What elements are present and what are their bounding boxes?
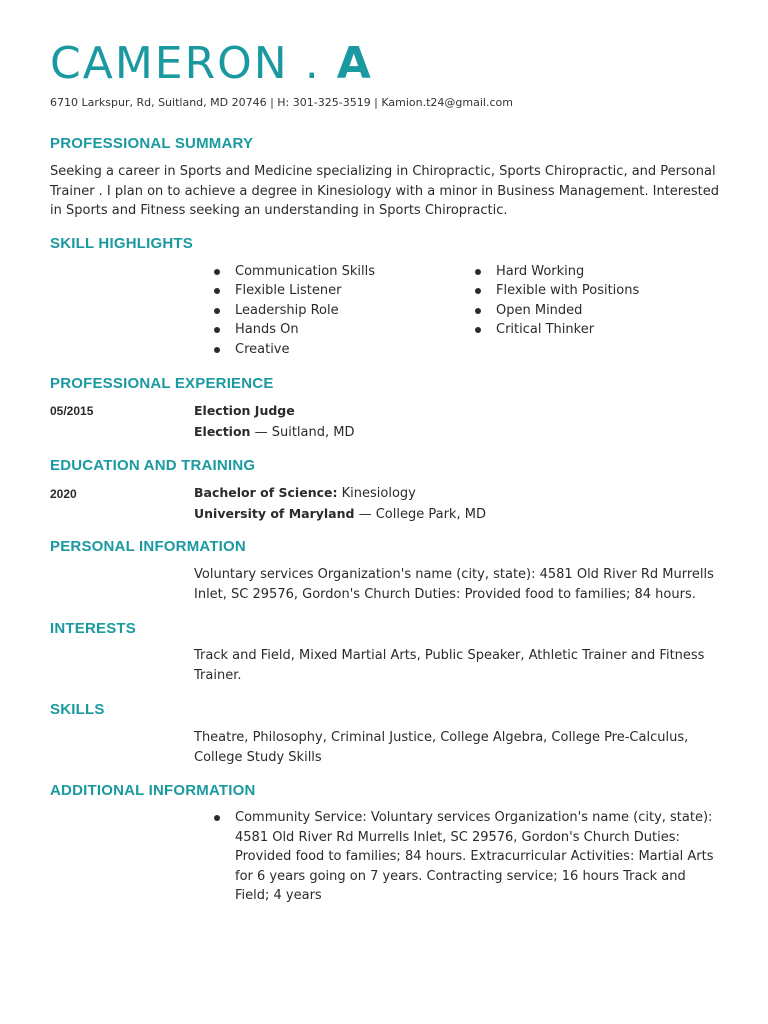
section-title-summary: PROFESSIONAL SUMMARY [50,135,254,152]
skill-item: Hands On [214,320,375,339]
section-title-skills: SKILLS [50,701,105,718]
additional-text: Community Service: Voluntary services Organization's name (city, state): 4581 Old River Rd Murrells Inlet, SC 29576, Gordon's Church Duties: Provided food to families; 84 hours. Extracurricular Activities: Martial Arts for 6 years going on 7 years. Contracting service; 16 hours Track and Field; 4 years [235,810,714,903]
skill-item: Leadership Role [214,301,375,320]
education-date: 2020 [50,487,77,501]
skill-item: Communication Skills [214,262,375,281]
skill-list-left [214,262,375,359]
interests-text: Track and Field, Mixed Martial Arts, Public Speaker, Athletic Trainer and Fitness Trainer. [194,648,705,683]
skill-item: Critical Thinker [475,320,639,339]
personal-text: Voluntary services Organization's name (city, state): 4581 Old River Rd Murrells Inlet, SC 29576, Gordon's Church Duties: Provided food to families; 84 hours. [194,567,714,602]
section-title-additional: ADDITIONAL INFORMATION [50,782,256,799]
skill-item: Creative [214,340,375,359]
bullet-icon [214,815,220,821]
skill-item: Hard Working [475,262,639,281]
section-title-education: EDUCATION AND TRAINING [50,457,256,474]
summary-text: Seeking a career in Sports and Medicine specializing in Chiropractic, Sports Chiropractic, and Personal Trainer . I plan on to achieve a degree in Kinesiology with a minor in Business Management. Interested in Sports and Fitness seeking an understanding in Sports Chiropractic. [50,164,719,218]
experience-entry [194,401,355,443]
first-name: CAMERON . [50,38,321,89]
education-location: — College Park, MD [354,507,486,522]
contact-line: 6710 Larkspur, Rd, Suitland, MD 20746 | H: 301-325-3519 | Kamion.t24@gmail.com [50,96,513,109]
experience-role: Election Judge [194,403,295,418]
skill-list-right [475,262,639,340]
experience-location: — Suitland, MD [250,425,355,440]
education-field: Kinesiology [337,486,416,501]
section-title-experience: PROFESSIONAL EXPERIENCE [50,375,274,392]
education-degree: Bachelor of Science: [194,485,338,500]
skills-text: Theatre, Philosophy, Criminal Justice, College Algebra, College Pre-Calculus, College Study Skills [194,730,689,765]
education-entry [194,483,486,525]
section-title-skill-highlights: SKILL HIGHLIGHTS [50,235,193,252]
skill-item: Open Minded [475,301,639,320]
candidate-name [50,36,373,92]
section-title-interests: INTERESTS [50,620,136,637]
skill-item: Flexible Listener [214,281,375,300]
experience-org: Election [194,424,251,439]
additional-item [214,808,724,906]
last-initial: A [336,38,373,89]
section-title-personal: PERSONAL INFORMATION [50,538,246,555]
skill-item: Flexible with Positions [475,281,639,300]
education-school: University of Maryland [194,506,355,521]
experience-date: 05/2015 [50,404,94,418]
